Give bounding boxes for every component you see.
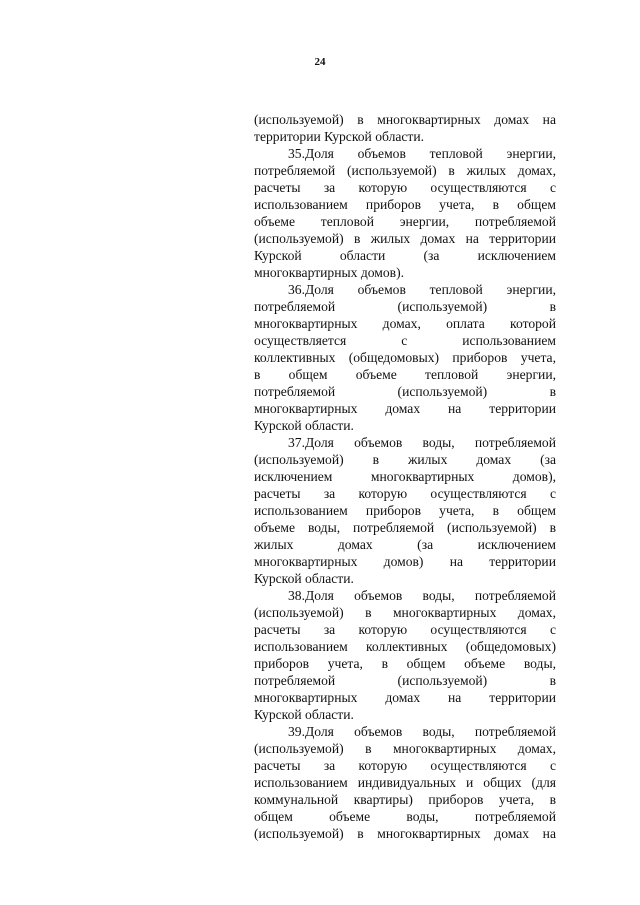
text-line: использованием коллективных (общедомовых)	[254, 639, 556, 654]
text-line: (используемой) в жилых домах (за	[254, 452, 556, 467]
text-line: 38.Доля объемов воды, потребляемой	[288, 588, 556, 603]
text-line: 39.Доля объемов воды, потребляемой	[288, 724, 556, 739]
text-line: Курской области.	[254, 707, 354, 722]
text-line: жилых домах (за исключением	[254, 537, 556, 552]
text-line: (используемой) в многоквартирных домах,	[254, 605, 556, 620]
paragraph-item-35	[254, 145, 556, 281]
text-line: многоквартирных домах на территории	[254, 401, 556, 416]
text-line: коллективных (общедомовых) приборов учета,	[254, 350, 556, 365]
text-line: потребляемой (используемой) в	[254, 673, 556, 688]
text-line: многоквартирных домов).	[254, 265, 405, 280]
text-line: потребляемой (используемой) в	[254, 384, 556, 399]
text-line: расчеты за которую осуществляются с	[254, 486, 556, 501]
text-line: расчеты за которую осуществляются с	[254, 758, 556, 773]
text-line: осуществляется с использованием	[254, 333, 556, 348]
text-line: коммунальной квартиры) приборов учета, в	[254, 792, 556, 807]
text-line: 36.Доля объемов тепловой энергии,	[288, 282, 556, 297]
text-line: многоквартирных домах на территории	[254, 690, 556, 705]
text-line: потребляемой (используемой) в	[254, 299, 556, 314]
paragraph-item-36	[254, 281, 556, 434]
page-number: 24	[314, 56, 326, 68]
text-line: в общем объеме тепловой энергии,	[254, 367, 556, 382]
text-line: объеме воды, потребляемой (используемой) в	[254, 520, 556, 535]
text-line: многоквартирных домах, оплата которой	[254, 316, 556, 331]
text-line: (используемой) в жилых домах на территории	[254, 231, 556, 246]
text-line: 35.Доля объемов тепловой энергии,	[288, 146, 556, 161]
document-body	[254, 111, 556, 842]
text-line: 37.Доля объемов воды, потребляемой	[288, 435, 556, 450]
text-line: приборов учета, в общем объеме воды,	[254, 656, 556, 671]
text-line: использованием приборов учета, в общем	[254, 503, 556, 518]
text-line: расчеты за которую осуществляются с	[254, 180, 556, 195]
text-line: использованием индивидуальных и общих (для	[254, 775, 556, 790]
text-line: расчеты за которую осуществляются с	[254, 622, 556, 637]
text-line: Курской области (за исключением	[254, 248, 556, 263]
text-line: Курской области.	[254, 571, 354, 586]
text-line: потребляемой (используемой) в жилых домах,	[254, 163, 556, 178]
text-line: территории Курской области.	[254, 129, 425, 144]
text-line: общем объеме воды, потребляемой	[254, 809, 556, 824]
text-line: (используемой) в многоквартирных домах на	[254, 112, 556, 127]
text-line: исключением многоквартирных домов),	[254, 469, 556, 484]
paragraph-item-37	[254, 434, 556, 587]
paragraph-item-39	[254, 723, 556, 842]
text-line: (используемой) в многоквартирных домах на	[254, 826, 556, 841]
text-line: объеме тепловой энергии, потребляемой	[254, 214, 556, 229]
text-line: использованием приборов учета, в общем	[254, 197, 556, 212]
text-line: (используемой) в многоквартирных домах,	[254, 741, 556, 756]
paragraph-item-38	[254, 587, 556, 723]
text-line: многоквартирных домов) на территории	[254, 554, 556, 569]
text-line: Курской области.	[254, 418, 354, 433]
paragraph-continuation	[254, 111, 556, 145]
